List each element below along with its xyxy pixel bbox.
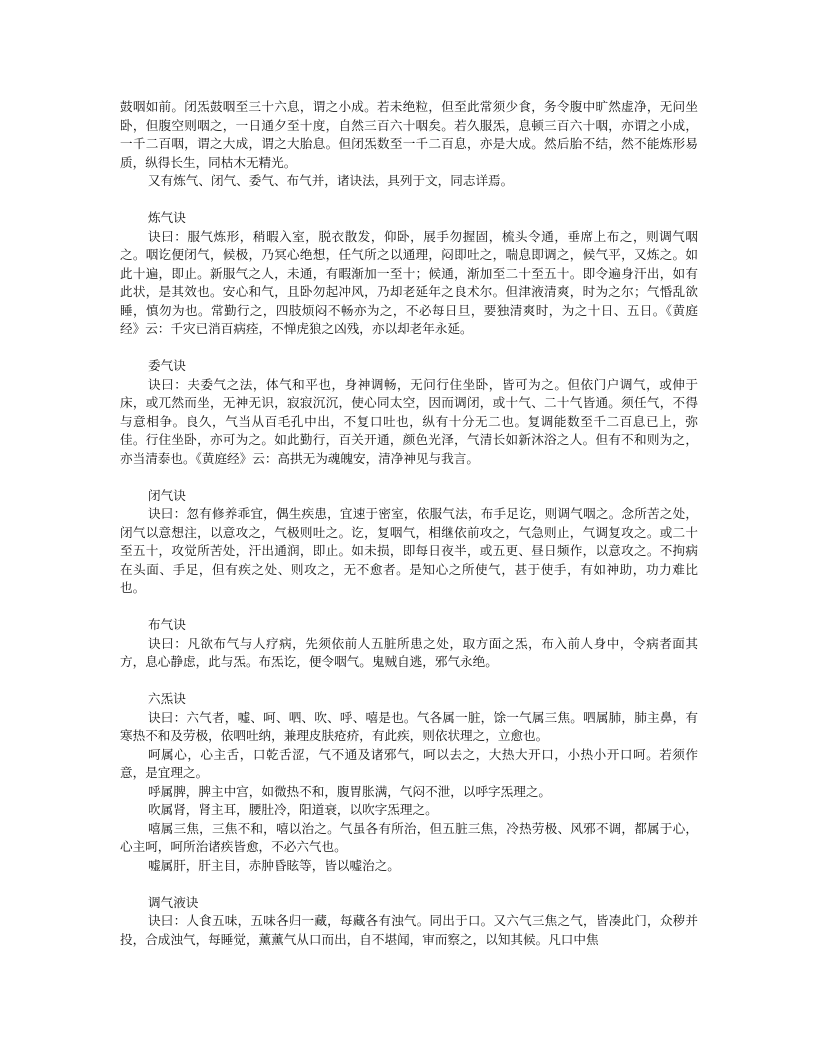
paragraph: 诀曰：服气炼形，稍暇入室，脱衣散发，仰卧，展手勿握固，梳头令通，垂席上布之，则调气咽之。咽讫便闭气，候极，乃冥心绝想，任气所之以通理，闷即吐之，喘息即调之，候气平，又炼之。如此十遍，即止。新服气之人，未通，有暇渐加一至十；候通，渐加至二十至五十。即令遍身汗出，如有此状，是其效也。安心和气，且卧勿起冲风，乃却老延年之良术尔。但津液清爽，时为之尔；气惛乱欲睡，慎勿为也。常勤行之，四肢烦闷不畅亦为之，不必每日旦，要独清爽时，为之十日、五日。《黄庭经》云：千灾已消百病痊，不惮虎狼之凶残，亦以却老年永延。 bbox=[120, 228, 698, 336]
paragraph: 嘻属三焦，三焦不和，嘻以治之。气虽各有所治，但五脏三焦，冷热劳极、风邪不调，都属于心，心主呵，呵所治诸疾皆愈，不必六气也。 bbox=[120, 820, 698, 854]
section-heading-liuqi: 六炁诀 bbox=[148, 691, 186, 706]
document-page bbox=[120, 98, 698, 949]
paragraph: 又有炼气、闭气、委气、布气并，诸诀法，具列于文，同志详焉。 bbox=[148, 173, 514, 188]
paragraph: 诀曰：忽有修养乖宜，偶生疾患，宜速于密室，依服气法，布手足讫，则调气咽之。念所苦之处，闭气以意想注，以意攻之，气极则吐之。讫，复咽气，相继依前攻之，气急则止，气调复攻之。或二十至五十，攻觉所苦处，汗出通润，即止。如未损，即每日夜半，或五更、昼日频作，以意攻之。不拘病在头面、手足，但有疾之处、则攻之，无不愈者。是知心之所使气，甚于使手，有如神助，功力难比也。 bbox=[120, 506, 698, 595]
paragraph: 诀曰：六气者，嘘、呵、呬、吹、呼、嘻是也。气各属一脏，馀一气属三焦。呬属肺，肺主鼻，有寒热不和及劳极，依呬吐纳，兼理皮肤疮疥，有此疾，则依状理之，立愈也。 bbox=[120, 709, 698, 743]
section-heading-tiaoqiye: 调气液诀 bbox=[148, 894, 199, 910]
paragraph: 诀曰：夫委气之法，体气和平也，身神调畅，无问行住坐卧，皆可为之。但依门户调气，或伸于床，或兀然而坐，无神无识，寂寂沉沉，使心同太空，因而调闭，或十气、二十气皆通。须任气，不得与意相争。良久，气当从百毛孔中出，不复口吐也，纵有十分无二也。复调能数至千二百息已上，弥佳。行住坐卧，亦可为之。如此勤行，百关开通，颜色光泽，气清长如新沐浴之人。但有不和则为之，亦当清泰也。《黄庭经》云：高拱无为魂魄安，清净神见与我言。 bbox=[120, 376, 698, 466]
paragraph: 鼓咽如前。闭炁鼓咽至三十六息，谓之小成。若未绝粒，但至此常须少食，务令腹中旷然虚净，无问坐卧，但腹空则咽之，一日通夕至十度，自然三百六十咽矣。若久服炁，息顿三百六十咽，亦谓之小成，一千二百咽，谓之大成，谓之大胎息。但闭炁数至一千二百息，亦是大成。然后胎不结，然不能炼形易质，纵得长生，同枯木无精光。 bbox=[120, 99, 698, 170]
section-heading-lianqi: 炼气诀 bbox=[148, 210, 186, 225]
section-heading-weiqi: 委气诀 bbox=[148, 358, 186, 373]
paragraph: 呵属心，心主舌，口乾舌涩，气不通及诸邪气，呵以去之，大热大开口，小热小开口呵。若须作意，是宜理之。 bbox=[120, 746, 698, 780]
section-heading-biqi: 闭气诀 bbox=[148, 487, 186, 503]
section-heading-buqi: 布气诀 bbox=[148, 617, 186, 632]
paragraph: 诀曰：人食五味，五味各归一藏，每藏各有浊气。同出于口。又六气三焦之气，皆凑此门，众秽并投，合成浊气，每睡觉，薰薰气从口而出，自不堪闻，审而察之，以知其候。凡口中焦 bbox=[120, 913, 698, 947]
paragraph: 呼属脾，脾主中宫，如微热不和，腹胃胀满，气闷不泄，以呼字炁理之。 bbox=[148, 783, 551, 799]
paragraph: 诀曰：凡欲布气与人疗病，先须依前人五脏所患之处，取方面之炁，布入前人身中，令病者面其方，息心静虑，此与炁。布炁讫，便令咽气。鬼贼自逃，邪气永绝。 bbox=[120, 635, 698, 669]
paragraph: 嘘属肝，肝主目，赤肿昏眩等，皆以嘘治之。 bbox=[148, 857, 400, 873]
paragraph: 吹属肾，肾主耳，腰肚冷，阳道衰，以吹字炁理之。 bbox=[148, 802, 438, 817]
